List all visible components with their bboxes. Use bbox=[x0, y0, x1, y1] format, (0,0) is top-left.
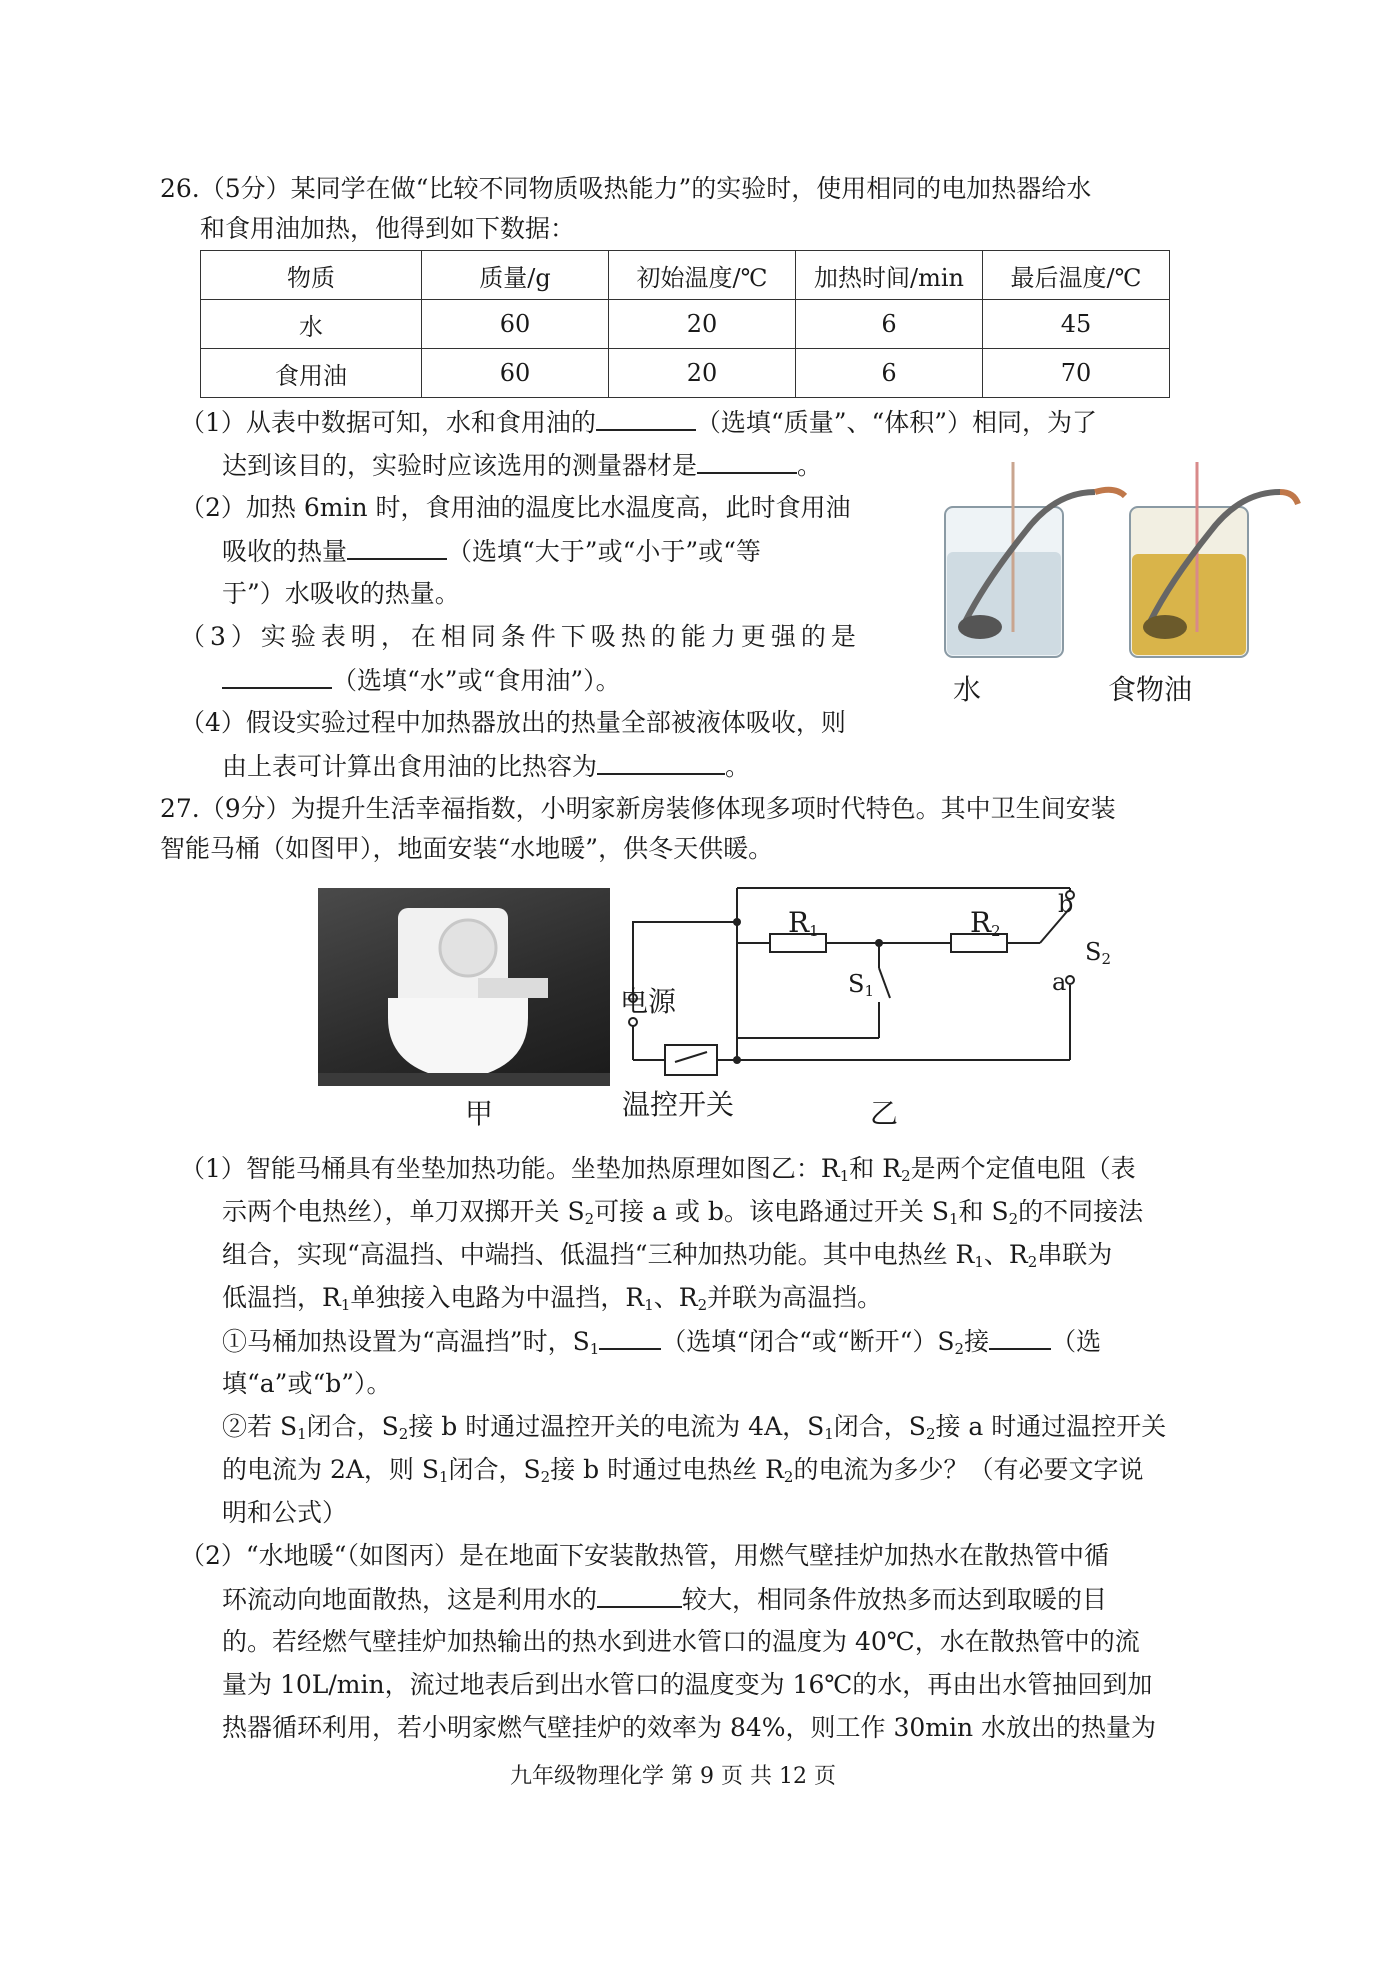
q26-part4-line1: （4）假设实验过程中加热器放出的热量全部被液体吸收，则 bbox=[180, 708, 846, 737]
q26-part1-line2: 达到该目的，实验时应该选用的测量器材是 。 bbox=[222, 448, 822, 483]
q27-part1-line3: 组合，实现“高温挡、中端挡、低温挡“三种加热功能。其中电热丝 $R_1$、$R_2$串联为 bbox=[222, 1240, 1113, 1271]
label-s1: $S_1$ bbox=[848, 970, 874, 1000]
q26-title-cont: 和食用油加热，他得到如下数据： bbox=[200, 214, 576, 243]
label-a: a bbox=[1052, 968, 1067, 996]
data-table bbox=[200, 250, 1170, 398]
label-power-source: 电源 bbox=[620, 985, 677, 1018]
answer-blank[interactable] bbox=[347, 534, 447, 560]
table-cell: 45 bbox=[983, 300, 1170, 349]
q27-sub1-line1: ①马桶加热设置为“高温挡”时，$S_1$ （选填“闭合“或“断开“）$S_2$接 （选 bbox=[222, 1324, 1101, 1366]
label-r2: $R_2$ bbox=[970, 906, 1001, 940]
table-cell: 60 bbox=[422, 349, 609, 398]
q27-part1-line2: 示两个电热丝），单刀双掷开关 $S_2$可接 a 或 b。该电路通过开关 $S_1$和 $S_2$的不同接法 bbox=[222, 1197, 1144, 1228]
answer-blank[interactable] bbox=[596, 405, 696, 431]
answer-blank[interactable] bbox=[597, 1582, 682, 1608]
oil-caption: 食物油 bbox=[1108, 673, 1193, 706]
thermostat-switch-icon bbox=[665, 1045, 717, 1075]
q27-sub2-line1: ②若 $S_1$闭合，$S_2$接 b 时通过温控开关的电流为 4A，$S_1$闭合，$S_2$接 a 时通过温控开关 bbox=[222, 1412, 1167, 1443]
answer-blank[interactable] bbox=[222, 663, 332, 689]
table-header: 质量/g bbox=[422, 251, 609, 300]
page-footer: 九年级物理化学 第 9 页 共 12 页 bbox=[510, 1764, 836, 1789]
q27-part1-line4: 低温挡，$R_1$单独接入电路为中温挡，$R_1$、$R_2$并联为高温挡。 bbox=[222, 1283, 883, 1314]
q27-part2-line3: 的。若经燃气壁挂炉加热输出的热水到进水管口的温度为 40℃，水在散热管中的流 bbox=[222, 1627, 1140, 1656]
label-s2: $S_2$ bbox=[1085, 938, 1111, 968]
q26-part2-line1: （2）加热 6min 时，食用油的温度比水温度高，此时食用油 bbox=[180, 493, 851, 522]
table-header: 初始温度/℃ bbox=[609, 251, 796, 300]
table-header: 最后温度/℃ bbox=[983, 251, 1170, 300]
smart-toilet-photo bbox=[318, 888, 610, 1086]
table-cell: 6 bbox=[796, 349, 983, 398]
q27-part2-line5: 热器循环利用，若小明家燃气壁挂炉的效率为 84%，则工作 30min 水放出的热量为 bbox=[222, 1713, 1157, 1742]
table-cell: 20 bbox=[609, 349, 796, 398]
table-cell: 6 bbox=[796, 300, 983, 349]
q26-part3-line2: （选填“水”或“食用油”）。 bbox=[222, 663, 621, 698]
label-thermostat-switch: 温控开关 bbox=[622, 1088, 735, 1121]
q26-part4-line2: 由上表可计算出食用油的比热容为 。 bbox=[222, 749, 750, 784]
table-header: 物质 bbox=[201, 251, 422, 300]
water-beaker-icon bbox=[945, 462, 1125, 657]
q27-sub2-line3: 明和公式） bbox=[222, 1498, 348, 1527]
table-cell: 60 bbox=[422, 300, 609, 349]
table-cell: 水 bbox=[201, 300, 422, 349]
water-caption: 水 bbox=[953, 673, 982, 706]
q27-part1-line1: （1）智能马桶具有坐垫加热功能。坐垫加热原理如图乙：$R_1$和 $R_2$是两个定值电阻（表 bbox=[180, 1154, 1136, 1185]
q27-part2-line4: 量为 10L/min，流过地表后到出水管口的温度变为 16℃的水，再由出水管抽回到加 bbox=[222, 1670, 1153, 1699]
label-r1: $R_1$ bbox=[788, 906, 819, 940]
answer-blank[interactable] bbox=[597, 749, 725, 775]
q27-sub2-line2: 的电流为 2A，则 $S_1$闭合，$S_2$接 b 时通过电热丝 $R_2$的电流为多少？（有必要文字说 bbox=[222, 1455, 1144, 1486]
q27-sub1-line2: 填“a”或“b”）。 bbox=[222, 1369, 392, 1398]
answer-blank[interactable] bbox=[599, 1324, 661, 1350]
q26-title: 26.（5分）某同学在做“比较不同物质吸热能力”的实验时，使用相同的电加热器给水 bbox=[160, 174, 1092, 203]
table-header-row bbox=[201, 251, 1170, 300]
label-b: b bbox=[1058, 890, 1074, 918]
q27-part2-line2: 环流动向地面散热，这是利用水的 较大，相同条件放热多而达到取暖的目 bbox=[222, 1582, 1107, 1617]
q27-part2-line1: （2）“水地暖“（如图丙）是在地面下安装散热管，用燃气壁挂炉加热水在散热管中循 bbox=[180, 1541, 1109, 1570]
table-row bbox=[201, 349, 1170, 398]
oil-beaker-icon bbox=[1130, 462, 1298, 657]
q27-title-cont: 智能马桶（如图甲），地面安装“水地暖”，供冬天供暖。 bbox=[160, 834, 774, 863]
table-cell: 食用油 bbox=[201, 349, 422, 398]
table-row bbox=[201, 300, 1170, 349]
q27-title: 27.（9分）为提升生活幸福指数，小明家新房装修体现多项时代特色。其中卫生间安装 bbox=[160, 794, 1116, 823]
table-cell: 20 bbox=[609, 300, 796, 349]
table-cell: 70 bbox=[983, 349, 1170, 398]
q26-part1-line1: （1）从表中数据可知，水和食用油的 （选填“质量”、“体积”）相同，为了 bbox=[180, 405, 1097, 440]
q26-part3-line1: （3）实验表明，在相同条件下吸热的能力更强的是 bbox=[180, 622, 861, 651]
fig-yi-caption: 乙 bbox=[870, 1097, 899, 1130]
fig-jia-caption: 甲 bbox=[465, 1097, 494, 1130]
q26-part2-line2: 吸收的热量 （选填“大于”或“小于”或“等 bbox=[222, 534, 761, 569]
q26-part2-line3: 于”）水吸收的热量。 bbox=[222, 579, 460, 608]
table-header: 加热时间/min bbox=[796, 251, 983, 300]
answer-blank[interactable] bbox=[697, 448, 797, 474]
answer-blank[interactable] bbox=[989, 1324, 1051, 1350]
